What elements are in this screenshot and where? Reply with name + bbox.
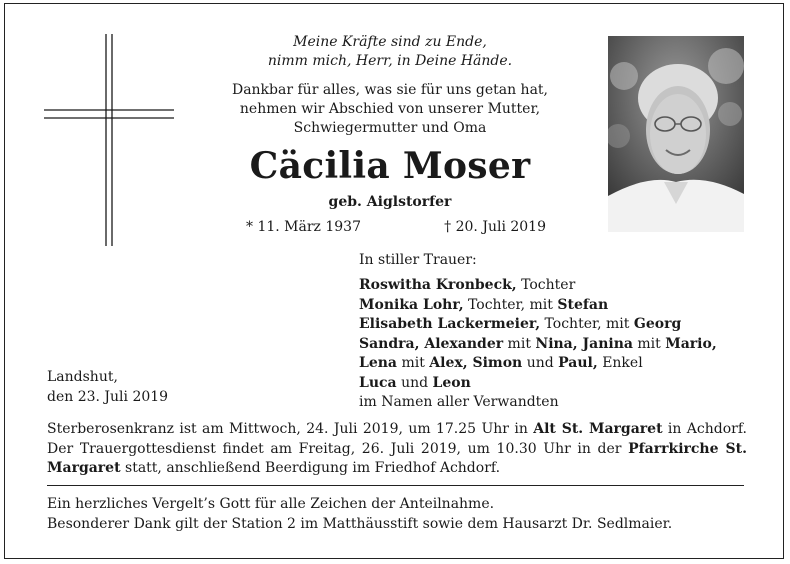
portrait-photo — [608, 36, 744, 232]
mourner-line — [359, 296, 754, 316]
intro-line: nehmen wir Abschied von unserer Mutter, — [239, 101, 541, 117]
bold-text: Mario, — [665, 335, 717, 352]
thanks-line: Ein herzliches Vergelt’s Gott für alle Zeichen der Anteilnahme. — [47, 496, 495, 512]
bold-text: Elisabeth Lackermeier, — [359, 316, 541, 332]
text: mit — [397, 355, 430, 371]
bold-text: Georg — [633, 316, 682, 332]
intro-line: Dankbar für alles, was sie für uns getan hat, — [231, 82, 549, 98]
bold-text: Roswitha Kronbeck, — [359, 277, 517, 293]
verse-line: Meine Kräfte sind zu Ende, — [293, 34, 487, 50]
text: im Namen aller Verwandten — [359, 394, 559, 410]
thanks-line: Besonderer Dank gilt der Station 2 im Matthäusstift sowie dem Hausarzt Dr. Sedlmaier. — [47, 515, 673, 532]
mourner-line — [359, 315, 754, 335]
verse — [170, 33, 610, 71]
text: in Achdorf. Der Trauergottesdienst findet am Freitag, 26. Juli 2019, um 10.30 Uhr in der — [47, 421, 747, 457]
text: Enkel — [597, 355, 643, 371]
mourner-line — [359, 374, 754, 394]
text: Tochter — [516, 277, 576, 293]
thanks-text — [47, 495, 757, 534]
mourners-list — [359, 276, 754, 413]
service-info — [47, 420, 747, 479]
place-date — [47, 368, 168, 407]
bold-text: Sandra, Alexander — [359, 335, 504, 352]
cross-icon — [44, 34, 174, 246]
place: Landshut, — [47, 369, 118, 385]
maiden-name: geb. Aiglstorfer — [328, 194, 452, 210]
mourner-line — [359, 335, 754, 355]
mourners-heading: In stiller Trauer: — [359, 252, 477, 268]
text: Tochter, mit — [463, 296, 558, 313]
mourner-line — [359, 276, 754, 296]
bold-text: Luca — [359, 374, 397, 391]
text: Sterberosenkranz ist am Mittwoch, 24. Juli 2019, um 17.25 Uhr in — [47, 421, 534, 437]
intro-text — [170, 81, 610, 138]
bold-text: Alt St. Margaret — [533, 421, 663, 437]
mourner-line — [359, 393, 754, 413]
deceased-name: Cäcilia Moser — [249, 145, 531, 187]
bold-text: Stefan — [557, 296, 609, 313]
text: mit — [503, 335, 536, 352]
text: statt, anschließend Beerdigung im Friedhof Achdorf. — [120, 460, 501, 476]
text: Tochter, mit — [540, 316, 634, 332]
bold-text: Nina, Janina — [535, 335, 633, 352]
portrait-image — [608, 36, 744, 232]
bold-text: Leon — [432, 374, 471, 391]
bold-text: Pfarrkirche St. Margaret — [47, 440, 748, 476]
bold-text: Monika Lohr, — [359, 296, 464, 313]
bold-text: Alex, Simon — [429, 355, 523, 371]
mourner-line — [359, 354, 754, 374]
death-date: † 20. Juli 2019 — [444, 219, 546, 235]
divider — [47, 485, 744, 486]
text: mit — [632, 335, 666, 352]
bold-text: Lena — [359, 355, 398, 371]
intro-line: Schwiegermutter und Oma — [293, 120, 487, 136]
bold-text: Paul, — [558, 355, 598, 371]
text: und — [396, 374, 433, 391]
date: den 23. Juli 2019 — [47, 388, 169, 405]
birth-date: * 11. März 1937 — [246, 219, 361, 235]
verse-line: nimm mich, Herr, in Deine Hände. — [267, 53, 513, 69]
text: und — [522, 355, 559, 371]
life-dates — [246, 218, 546, 237]
